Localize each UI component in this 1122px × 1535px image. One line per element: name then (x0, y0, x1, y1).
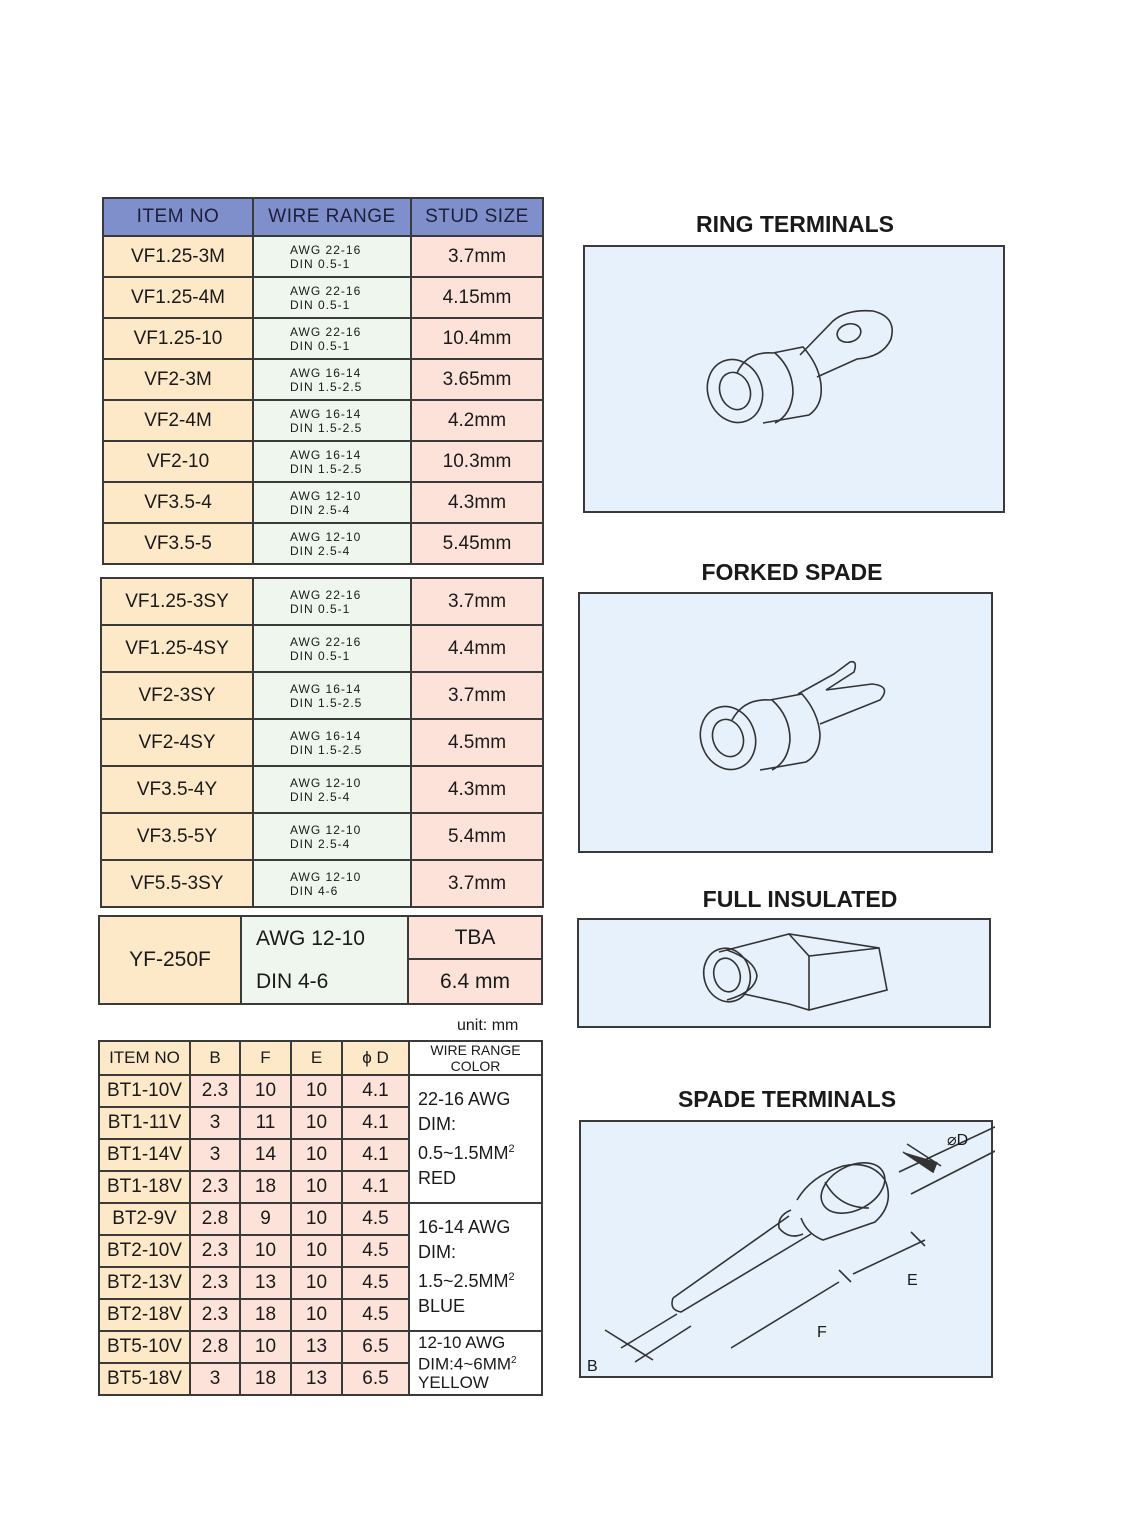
table-row (103, 400, 543, 441)
item-cell: VF2-3M (103, 359, 253, 400)
item-cell: BT1-11V (99, 1107, 190, 1139)
f-cell: 18 (240, 1171, 291, 1203)
wire-range-cell (253, 672, 411, 719)
wire-range-cell (253, 625, 411, 672)
label-f: F (817, 1324, 827, 1341)
full-insulated-drawing (579, 920, 993, 1030)
wire-range-cell (253, 482, 411, 523)
f-cell: 9 (240, 1203, 291, 1235)
din-text: DIN 2.5-4 (290, 502, 351, 517)
wire-range-color-cell (409, 1203, 542, 1331)
table-row (101, 672, 543, 719)
spade-terminal-drawing (581, 1122, 995, 1380)
header-d: ϕ D (342, 1041, 409, 1075)
forked-spade-table (100, 577, 544, 908)
wire-range-cell (253, 400, 411, 441)
din-text: DIN 1.5-2.5 (290, 379, 363, 394)
awg-text: AWG 16-14 (290, 365, 362, 380)
wire-range-cell (253, 813, 411, 860)
din-text: DIN 2.5-4 (290, 789, 351, 804)
awg-text: AWG 16-14 (290, 728, 362, 743)
d-cell: 4.1 (342, 1075, 409, 1107)
awg-text: 22-16 AWG (418, 1089, 511, 1109)
e-cell: 10 (291, 1075, 342, 1107)
header-item-no: ITEM NO (99, 1041, 190, 1075)
d-cell: 4.1 (342, 1139, 409, 1171)
table-row (103, 236, 543, 277)
d-cell: 6.5 (342, 1331, 409, 1363)
awg-text: AWG 22-16 (290, 283, 362, 298)
awg-text: AWG 22-16 (290, 324, 362, 339)
table-row (101, 625, 543, 672)
header-wire-range: WIRE RANGE (253, 198, 411, 236)
b-cell: 3 (190, 1363, 240, 1395)
stud-size-cell: 3.7mm (411, 236, 543, 277)
b-cell: 2.3 (190, 1299, 240, 1331)
din-text: DIN 0.5-1 (290, 601, 351, 616)
b-cell: 2.3 (190, 1075, 240, 1107)
full-insulated-table (98, 915, 543, 1005)
item-cell: BT2-13V (99, 1267, 190, 1299)
ring-terminal-drawing (585, 247, 1007, 515)
awg-text: AWG 12-10 (290, 775, 362, 790)
item-cell: VF1.25-10 (103, 318, 253, 359)
header-f: F (240, 1041, 291, 1075)
e-cell: 10 (291, 1107, 342, 1139)
tba-cell: TBA (408, 916, 542, 959)
awg-text: 12-10 AWG (418, 1333, 506, 1353)
stud-size-cell: 3.65mm (411, 359, 543, 400)
awg-text: AWG 12-10 (290, 529, 362, 544)
stud-size-cell: 4.5mm (411, 719, 543, 766)
dim-text: DIM: (418, 1242, 456, 1262)
item-cell: BT1-18V (99, 1171, 190, 1203)
range-sup: 2 (508, 1143, 515, 1155)
full-insulated-title: FULL INSULATED (702, 886, 898, 912)
color-text: RED (418, 1168, 457, 1188)
f-cell: 10 (240, 1331, 291, 1363)
wire-range-cell (253, 719, 411, 766)
table-row (101, 719, 543, 766)
item-cell: VF5.5-3SY (101, 860, 253, 907)
item-cell: BT2-18V (99, 1299, 190, 1331)
item-cell: BT2-9V (99, 1203, 190, 1235)
ring-terminal-table (102, 197, 544, 565)
e-cell: 10 (291, 1299, 342, 1331)
stud-size-cell: 4.15mm (411, 277, 543, 318)
d-cell: 4.1 (342, 1171, 409, 1203)
d-cell: 4.5 (342, 1267, 409, 1299)
stud-size-cell: 4.3mm (411, 482, 543, 523)
unit-label: unit: mm (457, 1017, 519, 1034)
table-row (103, 277, 543, 318)
forked-spade-drawing (580, 594, 995, 855)
header-stud-size: STUD SIZE (411, 198, 543, 236)
wire-range-cell (253, 766, 411, 813)
color-text: BLUE (418, 1296, 466, 1316)
stud-size-cell: 4.2mm (411, 400, 543, 441)
dim-text: DIM:4~6MM (418, 1354, 512, 1374)
color-text: YELLOW (418, 1372, 489, 1392)
item-cell: VF1.25-4M (103, 277, 253, 318)
awg-text: AWG 16-14 (290, 681, 362, 696)
wire-range-color-cell (409, 1331, 542, 1395)
item-cell: VF3.5-4Y (101, 766, 253, 813)
table-row (103, 441, 543, 482)
spade-terminals-title: SPADE TERMINALS (677, 1086, 897, 1112)
awg-text: AWG 22-16 (290, 242, 362, 257)
wire-range-color-cell (409, 1075, 542, 1203)
b-cell: 2.3 (190, 1235, 240, 1267)
d-cell: 4.5 (342, 1203, 409, 1235)
table-row (101, 813, 543, 860)
wire-range-cell (253, 359, 411, 400)
stud-size-cell: 5.45mm (411, 523, 543, 564)
label-d: ⌀D (947, 1132, 969, 1149)
item-cell: BT1-10V (99, 1075, 190, 1107)
dim-text: DIM: (418, 1114, 456, 1134)
awg-text: AWG 12-10 (290, 869, 362, 884)
awg-text: AWG 12-10 (290, 488, 362, 503)
item-cell: VF1.25-3M (103, 236, 253, 277)
awg-text: AWG 16-14 (290, 447, 362, 462)
ring-terminals-title: RING TERMINALS (695, 211, 895, 237)
item-cell: VF1.25-3SY (101, 578, 253, 625)
table-row (99, 1331, 542, 1363)
d-cell: 6.5 (342, 1363, 409, 1395)
f-cell: 10 (240, 1235, 291, 1267)
range-sup: 2 (511, 1355, 517, 1367)
full-insulated-panel (577, 918, 991, 1028)
spade-terminal-panel (579, 1120, 993, 1378)
stud-size-cell: 4.3mm (411, 766, 543, 813)
din-text: DIN 1.5-2.5 (290, 742, 363, 757)
stud-size-cell: 10.4mm (411, 318, 543, 359)
item-cell: YF-250F (99, 916, 241, 1004)
din-text: DIN 0.5-1 (290, 297, 351, 312)
d-cell: 4.5 (342, 1299, 409, 1331)
table-row (103, 318, 543, 359)
wire-range-cell (253, 441, 411, 482)
wire-range-cell (241, 916, 408, 1004)
awg-text: AWG 12-10 (290, 822, 362, 837)
e-cell: 13 (291, 1363, 342, 1395)
wire-range-cell (253, 523, 411, 564)
table-row (103, 523, 543, 564)
awg-text: AWG 12-10 (256, 927, 365, 950)
header-b: B (190, 1041, 240, 1075)
forked-spade-title: FORKED SPADE (701, 559, 883, 585)
header-e: E (291, 1041, 342, 1075)
item-cell: BT2-10V (99, 1235, 190, 1267)
b-cell: 2.3 (190, 1171, 240, 1203)
din-text: DIN 0.5-1 (290, 648, 351, 663)
awg-text: AWG 22-16 (290, 587, 362, 602)
e-cell: 10 (291, 1171, 342, 1203)
stud-size-cell: 3.7mm (411, 578, 543, 625)
f-cell: 14 (240, 1139, 291, 1171)
table-row (99, 1203, 542, 1235)
item-cell: BT1-14V (99, 1139, 190, 1171)
f-cell: 10 (240, 1075, 291, 1107)
wire-range-cell (253, 236, 411, 277)
b-cell: 2.8 (190, 1203, 240, 1235)
d-cell: 4.1 (342, 1107, 409, 1139)
label-b: B (587, 1358, 598, 1375)
din-text: DIN 0.5-1 (290, 338, 351, 353)
din-text: DIN 4-6 (256, 970, 329, 993)
table-row (101, 766, 543, 813)
wire-range-cell (253, 578, 411, 625)
table-row (101, 860, 543, 907)
table-row (103, 482, 543, 523)
item-cell: VF2-10 (103, 441, 253, 482)
din-text: DIN 2.5-4 (290, 543, 351, 558)
item-cell: VF1.25-4SY (101, 625, 253, 672)
item-cell: VF2-4SY (101, 719, 253, 766)
awg-text: 16-14 AWG (418, 1217, 511, 1237)
f-cell: 18 (240, 1363, 291, 1395)
stud-size-cell: 5.4mm (411, 813, 543, 860)
range-sup: 2 (508, 1271, 515, 1283)
awg-text: AWG 22-16 (290, 634, 362, 649)
stud-size-cell: 3.7mm (411, 860, 543, 907)
wire-range-cell (253, 318, 411, 359)
din-text: DIN 1.5-2.5 (290, 695, 363, 710)
wire-range-cell (253, 277, 411, 318)
e-cell: 10 (291, 1139, 342, 1171)
range-text: 0.5~1.5MM (418, 1143, 509, 1163)
size-cell: 6.4 mm (408, 959, 542, 1004)
awg-text: AWG 16-14 (290, 406, 362, 421)
f-cell: 11 (240, 1107, 291, 1139)
din-text: DIN 1.5-2.5 (290, 420, 363, 435)
item-cell: VF3.5-4 (103, 482, 253, 523)
item-cell: VF3.5-5 (103, 523, 253, 564)
stud-size-cell: 10.3mm (411, 441, 543, 482)
label-e: E (907, 1272, 918, 1289)
e-cell: 10 (291, 1203, 342, 1235)
item-cell: VF3.5-5Y (101, 813, 253, 860)
e-cell: 13 (291, 1331, 342, 1363)
table-row (103, 359, 543, 400)
stud-size-cell: 4.4mm (411, 625, 543, 672)
header-item-no: ITEM NO (103, 198, 253, 236)
b-cell: 3 (190, 1139, 240, 1171)
forked-spade-panel (578, 592, 993, 853)
table-row (101, 578, 543, 625)
ring-terminal-panel (583, 245, 1005, 513)
f-cell: 18 (240, 1299, 291, 1331)
b-cell: 2.8 (190, 1331, 240, 1363)
item-cell: VF2-3SY (101, 672, 253, 719)
din-text: DIN 0.5-1 (290, 256, 351, 271)
wire-range-cell (253, 860, 411, 907)
item-cell: BT5-10V (99, 1331, 190, 1363)
b-cell: 2.3 (190, 1267, 240, 1299)
table-row (99, 1075, 542, 1107)
range-text: 1.5~2.5MM (418, 1271, 509, 1291)
e-cell: 10 (291, 1235, 342, 1267)
item-cell: VF2-4M (103, 400, 253, 441)
din-text: DIN 4-6 (290, 883, 339, 898)
spade-terminal-table (98, 1040, 543, 1396)
f-cell: 13 (240, 1267, 291, 1299)
din-text: DIN 1.5-2.5 (290, 461, 363, 476)
header-wire-range-color: WIRE RANGE COLOR (409, 1041, 542, 1075)
e-cell: 10 (291, 1267, 342, 1299)
din-text: DIN 2.5-4 (290, 836, 351, 851)
stud-size-cell: 3.7mm (411, 672, 543, 719)
b-cell: 3 (190, 1107, 240, 1139)
d-cell: 4.5 (342, 1235, 409, 1267)
item-cell: BT5-18V (99, 1363, 190, 1395)
